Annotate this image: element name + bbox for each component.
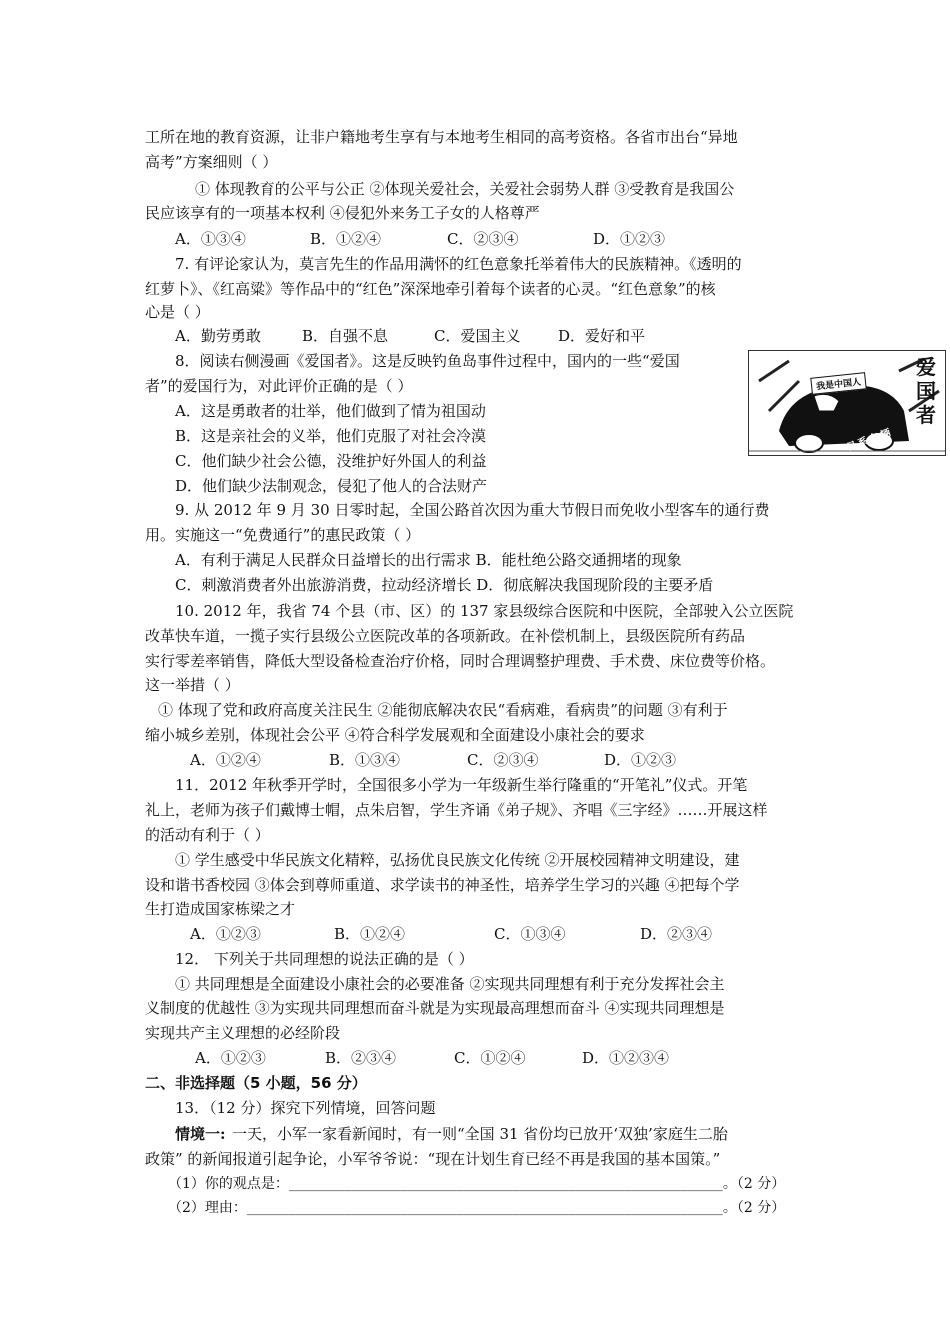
option-b: B．①③④ — [329, 751, 401, 769]
option-a: A．勤劳勇敢 — [175, 327, 261, 345]
options-row: C．刺激消费者外出旅游消费，拉动经济增长 D．彻底解决我国现阶段的主要矛盾 — [175, 576, 714, 594]
text-line: 心是（ ） — [145, 303, 210, 321]
scenario-label: 情境一: — [175, 1125, 226, 1143]
option-a: A．①③④ — [175, 230, 246, 248]
text-line: 者”的爱国行为，对此评价正确的是（ ） — [145, 377, 413, 395]
question-9: 9. 从 2012 年 9 月 30 日零时起，全国公路首次因为重大节假日而免收小型客车的通行费 — [175, 501, 770, 519]
option-b: B．这是亲社会的义举，他们克服了对社会冷漠 — [175, 427, 487, 445]
option-a: A．这是勇敢者的壮举，他们做到了情为祖国动 — [175, 402, 486, 420]
option-c: C．爱国主义 — [434, 327, 521, 345]
text-line: 礼上，老师为孩子们戴博士帽，点朱启智，学生齐诵《弟子规》、齐唱《三字经》……开展这样 — [145, 801, 768, 819]
text-line: ① 共同理想是全面建设小康社会的必要准备 ②实现共同理想有利于充分发挥社会主 — [175, 975, 725, 993]
cartoon-car-text: 日系车辆 — [845, 427, 895, 454]
text-line: 义制度的优越性 ③为实现共同理想而奋斗就是为实现最高理想而奋斗 ④实现共同理想是 — [145, 999, 725, 1017]
question-12: 12． 下列关于共同理想的说法正确的是（ ） — [175, 950, 474, 968]
text-line: 用。实施这一“免费通行”的惠民政策（ ） — [145, 526, 421, 544]
question-11: 11．2012 年秋季开学时，全国很多小学为一年级新生举行隆重的“开笔礼”仪式。开笔 — [175, 776, 748, 794]
question-7: 7. 有评论家认为，莫言先生的作品用满怀的红色意象托举着伟大的民族精神。《透明的 — [175, 255, 742, 273]
option-c: C．①②④ — [454, 1049, 526, 1067]
text-line: 工所在地的教育资源，让非户籍地考生享有与本地考生相同的高考资格。各省市出台“异地 — [145, 128, 738, 146]
text-line: ① 学生感受中华民族文化精粹，弘扬优良民族文化传统 ②开展校园精神文明建设，建 — [175, 851, 740, 869]
text-line: ① 体现了党和政府高度关注民生 ②能彻底解决农民“看病难，看病贵”的问题 ③有利于 — [158, 701, 728, 719]
option-a: A．①②④ — [190, 751, 261, 769]
text-line: 民应该享有的一项基本权利 ④侵犯外来务工子女的人格尊严 — [145, 204, 540, 222]
text-line: 改革快车道，一揽子实行县级公立医院改革的各项新政。在补偿机制上，县级医院所有药品 — [145, 627, 746, 645]
option-d: D．①②③④ — [582, 1049, 670, 1067]
answer-line-1[interactable]: （1）你的观点是：______________________________________________________________。（2 分） — [168, 1176, 786, 1192]
text-line: ① 体现教育的公平与公正 ②体现关爱社会，关爱社会弱势人群 ③受教育是我国公 — [195, 180, 735, 198]
option-a: A．①②③ — [195, 1049, 266, 1067]
question-8: 8．阅读右侧漫画《爱国者》。这是反映钓鱼岛事件过程中，国内的一些“爱国 — [175, 352, 680, 370]
cartoon-sign: 我是中国人 — [810, 372, 866, 395]
text-line: 生打造成国家栋梁之才 — [145, 900, 296, 918]
option-c: C．②③④ — [467, 751, 539, 769]
text-line: 设和谐书香校园 ③体会到尊师重道、求学读书的神圣性，培养学生学习的兴趣 ④把每个学 — [145, 876, 740, 894]
option-a: A．①②③ — [190, 925, 261, 943]
text-line: 政策” 的新闻报道引起争论，小军爷爷说：“现在计划生育已经不再是我国的基本国策。” — [145, 1150, 721, 1168]
text-line: 高考”方案细则（ ） — [145, 153, 278, 171]
question-10: 10. 2012 年，我省 74 个县（市、区）的 137 家县级综合医院和中医院，全部驶入公立医院 — [175, 602, 794, 620]
section-heading: 二、非选择题（5 小题，56 分） — [145, 1074, 367, 1092]
option-d: D．②③④ — [640, 925, 713, 943]
option-b: B．②③④ — [325, 1049, 397, 1067]
text-line: 这一举措（ ） — [145, 676, 240, 694]
options-row: A．有利于满足人民群众日益增长的出行需求 B．能杜绝公路交通拥堵的现象 — [175, 551, 682, 569]
option-c: C．②③④ — [447, 230, 519, 248]
text-line: 红萝卜》、《红高粱》等作品中的“红色”深深地牵引着每个读者的心灵。“红色意象”的核 — [145, 280, 716, 298]
text-line: 缩小城乡差别，体现社会公平 ④符合科学发展观和全面建设小康社会的要求 — [145, 726, 645, 744]
option-d: D．他们缺少法制观念，侵犯了他人的合法财产 — [175, 477, 488, 495]
option-d: D．①②③ — [593, 230, 666, 248]
text-line: 的活动有利于（ ） — [145, 826, 270, 844]
option-c: C．①③④ — [494, 925, 566, 943]
text-line: 实现共产主义理想的必经阶段 — [145, 1024, 341, 1042]
option-d: D．①②③ — [604, 751, 677, 769]
text-line: 一天，小军一家看新闻时，有一则“全国 31 省份均已放开‘双独’家庭生二胎 — [232, 1125, 728, 1143]
answer-line-2[interactable]: （2）理由：____________________________________________________________________。（2 分） — [168, 1200, 786, 1216]
cartoon-image — [748, 350, 946, 456]
option-b: B．自强不息 — [302, 327, 389, 345]
option-c: C．他们缺少社会公德，没维护好外国人的利益 — [175, 452, 487, 470]
question-13: 13．（12 分）探究下列情境，回答问题 — [175, 1099, 436, 1117]
option-b: B．①②④ — [310, 230, 382, 248]
option-b: B．①②④ — [334, 925, 406, 943]
text-line: 实行零差率销售，降低大型设备检查治疗价格，同时合理调整护理费、手术费、床位费等价格。 — [145, 652, 776, 670]
cartoon-title: 爱国者 — [916, 355, 936, 427]
option-d: D．爱好和平 — [558, 327, 646, 345]
